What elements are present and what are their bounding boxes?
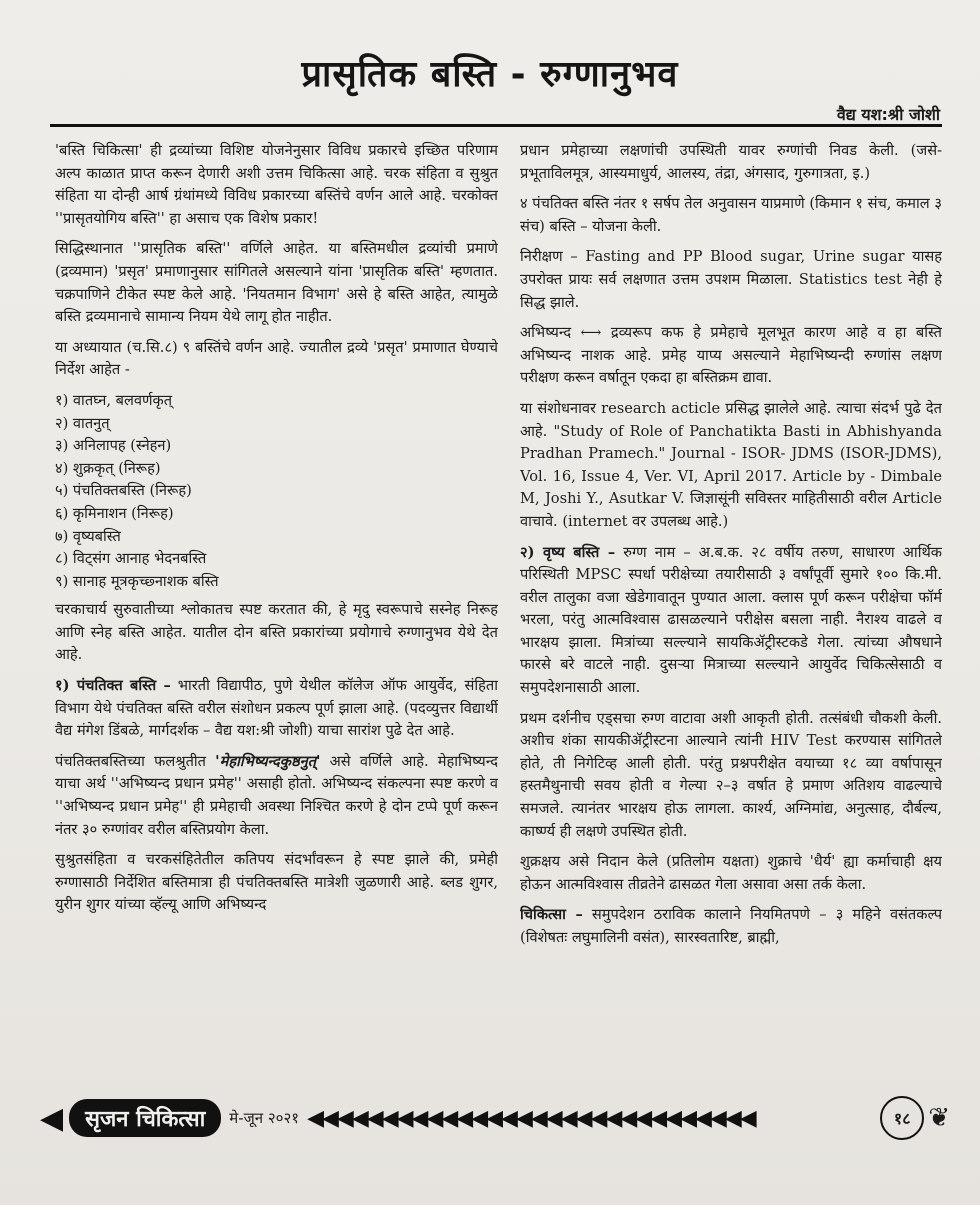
paragraph: प्रथम दर्शनीच एड्सचा रुग्ण वाटावा अशी आकृती होती. तत्संबंधी चौकशी केली. अशीच शंका सायकीॲट्रीस्टना आल्याने त्यांनी HIV Test करण्यास सांगितले होते, ती निगेटिव्ह आली होती. परंतु प्रश्नपरीक्षेत वयाच्या १८ व्या वर्षापासून हस्तमैथुनाची सवय होती व गेल्या २–३ वर्षात हे प्रमाण अतिशय वाढल्याचे समजले. त्यानंतर भारक्षय होऊ लागला. कार्श्य, अग्निमांद्य, अनुत्साह, दौर्बल्य, कार्ष्ण्य ही लक्षणे उपस्थित होती. xyxy=(520,709,942,840)
paragraph xyxy=(55,751,498,841)
title-rule xyxy=(50,124,942,127)
paragraph: प्रधान प्रमेहाच्या लक्षणांची उपस्थिती यावर रुग्णांची निवड केली. (जसे- प्रभूताविलमूत्र, आस्यमाधुर्य, आलस्य, तंद्रा, अंगसाद, गुरुगात्रता, इ.) xyxy=(520,142,942,182)
arrow-ornament-icon: ◀◀◀◀◀◀◀◀◀◀◀◀◀◀◀◀◀◀◀◀◀◀◀◀◀◀◀◀◀◀ xyxy=(307,1105,755,1131)
basti-list xyxy=(55,390,498,593)
paragraph-text: रुग्ण नाम – अ.ब.क. २८ वर्षीय तरुण, साधारण आर्थिक परिस्थिती MPSC स्पर्धा परीक्षेच्या तयारीसाठी ३ वर्षांपूर्वी सुमारे १०० कि.मी. वरील तालुका वजा खेडेगावातून पुण्यात आला. क्लास पूर्ण करून परीक्षेचा फॉर्म भरला, परंतु आत्मविश्वास ढासळल्याने परीक्षेस बसला नाही. नैराश्य वाढले व भारक्षय झाला. मित्रांच्या सल्ल्याने सायकिॲट्रीस्टकडे गेला. त्यांच्या औषधाने फारसे बरे वाटले नाही. दुसऱ्या मित्राच्या सल्ल्याने आयुर्वेद चिकित्सेसाठी व समुपदेशनासाठी आला. xyxy=(520,543,942,697)
paragraph: सिद्धिस्थानात ''प्रासृतिक बस्ति'' वर्णिले आहेत. या बस्तिमधील द्रव्यांची प्रमाणे (द्रव्यमान) 'प्रसृत' प्रमाणानुसार सांगितले असल्याने यांना 'प्रासृतिक बस्ति' म्हणतात. चक्रपाणिने टीकेत स्पष्ट केले आहे. 'नियतमान विभाग' असे हे बस्ति आहेत, त्यामुळे बस्ति द्रव्यमानाचे सामान्य नियम येथे लागू होत नाहीत. xyxy=(55,240,498,326)
arrow-left-icon: ◀ xyxy=(40,1100,64,1136)
paragraph: अभिष्यन्द ⟷ द्रव्यरूप कफ हे प्रमेहाचे मूलभूत कारण आहे व हा बस्ति अभिष्यन्द नाशक आहे. प्रमेह याप्य असल्याने मेहाभिष्यन्दी रुग्णांस लक्षण परीक्षण करून वर्षातून एकदा हा बस्तिक्रम द्यावा. xyxy=(520,324,942,387)
emphasis-term: 'मेहाभिष्यन्दकुष्ठनुत्' xyxy=(215,752,321,770)
list-item: ८) विट्संग आनाह भेदनबस्ति xyxy=(55,550,207,568)
right-column xyxy=(520,140,942,1080)
paragraph: ४ पंचतिक्त बस्ति नंतर १ सर्षप तेल अनुवासन याप्रमाणे (किमान १ संच, कमाल ३ संच) बस्ति – योजना केली. xyxy=(520,195,942,235)
paragraph: शुक्रक्षय असे निदान केले (प्रतिलोम यक्षता) शुक्राचे 'धैर्य' ह्या कर्माचाही क्षय होऊन आत्मविश्वास तीव्रतेने ढासळत गेला असावा असा तर्क केला. xyxy=(520,853,942,893)
paragraph xyxy=(55,675,498,743)
section-heading: चिकित्सा – xyxy=(520,906,583,924)
page-number: १८ xyxy=(880,1096,924,1140)
issue-date: मे-जून २०२१ xyxy=(229,1109,300,1127)
list-item: ५) पंचतिक्तबस्ति (निरूह) xyxy=(55,482,192,500)
list-item: ३) अनिलापह (स्नेहन) xyxy=(55,437,172,455)
left-column xyxy=(55,140,498,1080)
laurel-icon: ❦ xyxy=(928,1103,950,1133)
paragraph: सुश्रुतसंहिता व चरकसंहितेतील कतिपय संदर्भांवरून हे स्पष्ट झाले की, प्रमेही रुग्णासाठी निर्देशित बस्तिमात्रा ही पंचतिक्तबस्ति मात्रेशी जुळणारी आहे. ब्लड शुगर, युरीन शुगर यांच्या व्हॅल्यू आणि अभिष्यन्द xyxy=(55,851,498,914)
paragraph: चरकाचार्य सुरुवातीच्या श्लोकातच स्पष्ट करतात की, हे मृदु स्वरूपाचे सस्नेह निरूह आणि स्नेह बस्ति आहेत. यातील दोन बस्ति प्रकारांच्या प्रयोगाचे रुग्णानुभव येथे देत आहे. xyxy=(55,601,498,664)
paragraph: 'बस्ति चिकित्सा' ही द्रव्यांच्या विशिष्ट योजनेनुसार विविध प्रकारचे इच्छित परिणाम अल्प काळात प्राप्त करून देणारी अशी उत्तम चिकित्सा आहे. चरक संहिता व सुश्रुत संहिता या दोन्ही आर्ष ग्रंथांमध्ये विविध प्रकारच्या बस्तिंचे वर्णन आले आहे. चरकोक्त ''प्रासृतयोगिय बस्ति'' हा असाच एक विशेष प्रकार! xyxy=(55,142,498,227)
page-footer xyxy=(40,1095,950,1141)
section-heading: १) पंचतिक्त बस्ति – xyxy=(55,677,171,695)
list-item: ६) कृमिनाशन (निरूह) xyxy=(55,504,174,522)
article-title: प्रासृतिक बस्ति - रुग्णानुभव xyxy=(301,54,679,95)
paragraph xyxy=(520,542,942,700)
list-item: ९) सानाह मूत्रकृच्छ्नाशक बस्ति xyxy=(55,572,219,590)
paragraph: या अध्यायात (च.सि.८) ९ बस्तिंचे वर्णन आहे. ज्यातील द्रव्ये 'प्रसृत' प्रमाणात घेण्याचे निर्देश आहेत - xyxy=(55,338,498,379)
paragraph-text: असे वर्णिले आहे. मेहाभिष्यन्द याचा अर्थ ''अभिष्यन्द प्रधान प्रमेह'' असाही होतो. अभिष्यन्द संकल्पना स्पष्ट करणे व ''अभिष्यन्द प्रधान प्रमेह'' ही प्रमेहाची अवस्था निश्चित करणे हे दोन टप्पे पूर्ण करून नंतर ३० रुग्णांवर वरील बस्तिप्रयोग केला. xyxy=(55,752,498,838)
list-item: १) वातघ्न, बलवर्णकृत् xyxy=(55,391,173,409)
list-item: ७) वृष्यबस्ति xyxy=(55,527,121,545)
paragraph-text: समुपदेशन ठराविक कालाने नियमितपणे – ३ महिने वसंतकल्प (विशेषतः लघुमालिनी वसंत), सारस्वतारिष्ट, ब्राह्मी, xyxy=(520,906,942,946)
paragraph-text: पंचतिक्तबस्तिच्या फलश्रुतीत xyxy=(55,752,216,770)
author-byline: वैद्य यश:श्री जोशी xyxy=(836,105,940,124)
list-item: २) वातनुत् xyxy=(55,414,110,432)
magazine-brand: सृजन चिकित्सा xyxy=(69,1099,221,1137)
paragraph: या संशोधनावर research acticle प्रसिद्ध झालेले आहे. त्याचा संदर्भ पुढे देत आहे. "Study of Role of Panchatikta Basti in Abhishyanda Pradhan Pramech." Journal - ISOR- JDMS (ISOR-JDMS), Vol. 16, Issue 4, Ver. VI, April 2017. Article by - Dimbale M, Joshi Y., Asutkar V. जिज्ञासूंनी सविस्तर माहितीसाठी वरील Article वाचावे. (internet वर उपलब्ध आहे.) xyxy=(520,399,942,530)
paragraph: निरीक्षण – Fasting and PP Blood sugar, Urine sugar यासह उपरोक्त प्रायः सर्व लक्षणात उत्तम उपशम मिळाला. Statistics test नेही हे सिद्ध झाले. xyxy=(520,248,942,311)
paragraph-text: भारती विद्यापीठ, पुणे येथील कॉलेज ऑफ आयुर्वेद, संहिता विभाग येथे पंचतिक्त बस्ति वरील संशोधन प्रकल्प पूर्ण झाला आहे. (पदव्युत्तर विद्यार्थी वैद्य मंगेश डिंबळे, मार्गदर्शक – वैद्य यश:श्री जोशी) याचा सारांश पुढे देत आहे. xyxy=(55,677,498,740)
section-heading: २) वृष्य बस्ति – xyxy=(520,543,616,561)
list-item: ४) शुक्रकृत् (निरूह) xyxy=(55,459,161,477)
paragraph xyxy=(520,904,942,949)
